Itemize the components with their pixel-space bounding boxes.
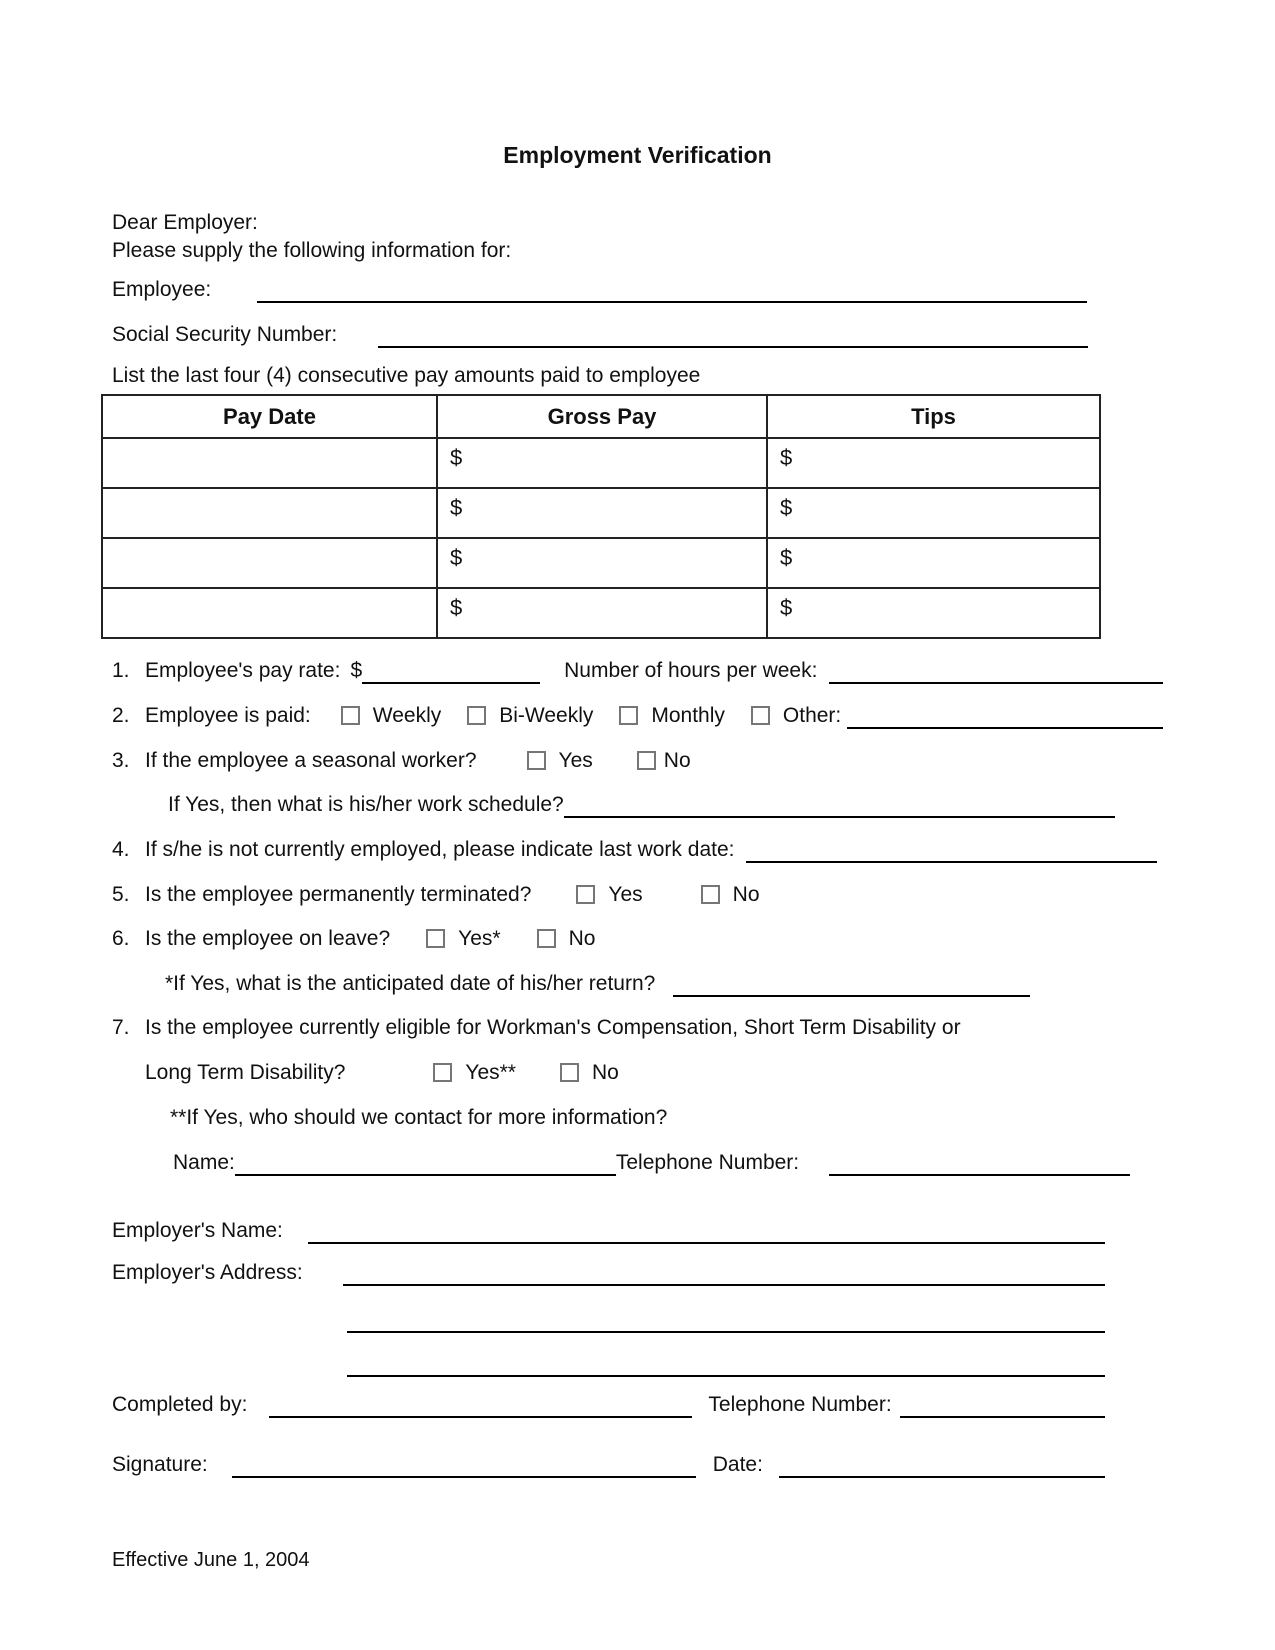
tips-cell[interactable]: $ bbox=[767, 588, 1100, 638]
employee-label: Employee: bbox=[112, 278, 212, 301]
q2-number: 2. bbox=[112, 704, 130, 727]
q5-number: 5. bbox=[112, 883, 130, 906]
q1-currency: $ bbox=[350, 659, 363, 682]
q3-yes-label: Yes bbox=[558, 749, 593, 772]
q6-number: 6. bbox=[112, 927, 130, 950]
ssn-row bbox=[112, 322, 1088, 348]
question-6 bbox=[112, 926, 595, 952]
gross-pay-cell[interactable]: $ bbox=[437, 588, 767, 638]
question-7 bbox=[112, 1015, 961, 1041]
question-6-followup bbox=[165, 971, 1030, 997]
tips-header: Tips bbox=[767, 395, 1100, 438]
q7-yes-label: Yes** bbox=[465, 1061, 516, 1084]
q2-label: Employee is paid: bbox=[145, 704, 311, 727]
q1-hours-label: Number of hours per week: bbox=[564, 659, 818, 682]
signature-label: Signature: bbox=[112, 1453, 208, 1476]
gross-pay-cell[interactable]: $ bbox=[437, 538, 767, 588]
q3-label: If the employee a seasonal worker? bbox=[145, 749, 477, 772]
tips-cell[interactable]: $ bbox=[767, 538, 1100, 588]
q4-number: 4. bbox=[112, 838, 130, 861]
checkbox-disability-yes[interactable] bbox=[433, 1063, 452, 1082]
q2-weekly-label: Weekly bbox=[372, 704, 442, 727]
employer-address-row bbox=[112, 1260, 1105, 1286]
question-7-line2 bbox=[145, 1060, 619, 1086]
hours-per-week-line[interactable] bbox=[829, 660, 1163, 684]
signature-row bbox=[112, 1452, 1105, 1478]
q4-label: If s/he is not currently employed, please indicate last work date: bbox=[145, 838, 735, 861]
gross-pay-cell[interactable]: $ bbox=[437, 488, 767, 538]
request-text: Please supply the following information for: bbox=[112, 239, 512, 262]
pay-date-cell[interactable] bbox=[102, 488, 437, 538]
pay-date-header: Pay Date bbox=[102, 395, 437, 438]
contact-name-label: Name: bbox=[173, 1151, 235, 1174]
employer-address-line-2[interactable] bbox=[347, 1331, 1105, 1333]
q7-label-line2: Long Term Disability? bbox=[145, 1061, 346, 1084]
q5-no-label: No bbox=[732, 883, 760, 906]
question-5 bbox=[112, 882, 760, 908]
ssn-label: Social Security Number: bbox=[112, 323, 338, 346]
gross-pay-header: Gross Pay bbox=[437, 395, 767, 438]
last-work-date-line[interactable] bbox=[746, 839, 1157, 863]
checkbox-monthly[interactable] bbox=[619, 706, 638, 725]
contact-phone-label: Telephone Number: bbox=[615, 1151, 800, 1174]
checkbox-leave-yes[interactable] bbox=[426, 929, 445, 948]
q7-label-line1: Is the employee currently eligible for Workman's Compensation, Short Term Disability or bbox=[145, 1016, 961, 1039]
checkbox-terminated-yes[interactable] bbox=[576, 885, 595, 904]
ssn-line[interactable] bbox=[378, 324, 1088, 348]
contact-phone-line[interactable] bbox=[829, 1152, 1130, 1176]
question-3 bbox=[112, 748, 691, 774]
return-date-line[interactable] bbox=[673, 973, 1030, 997]
completed-phone-label: Telephone Number: bbox=[708, 1393, 892, 1416]
checkbox-disability-no[interactable] bbox=[560, 1063, 579, 1082]
question-2 bbox=[112, 703, 1163, 729]
checkbox-seasonal-no[interactable] bbox=[637, 751, 656, 770]
employer-name-line[interactable] bbox=[308, 1220, 1105, 1244]
pay-date-cell[interactable] bbox=[102, 438, 437, 488]
pay-date-cell[interactable] bbox=[102, 588, 437, 638]
employee-row bbox=[112, 277, 1087, 303]
contact-row bbox=[173, 1150, 1130, 1176]
employer-name-label: Employer's Name: bbox=[112, 1219, 283, 1242]
checkbox-weekly[interactable] bbox=[341, 706, 360, 725]
q6-yes-label: Yes* bbox=[458, 927, 501, 950]
question-7-followup bbox=[170, 1105, 667, 1131]
q6-no-label: No bbox=[568, 927, 596, 950]
q5-label: Is the employee permanently terminated? bbox=[145, 883, 532, 906]
employer-address-line-3[interactable] bbox=[347, 1375, 1105, 1377]
q7-followup-label: **If Yes, who should we contact for more information? bbox=[170, 1106, 668, 1129]
q1-number: 1. bbox=[112, 659, 130, 682]
employer-address-line-1[interactable] bbox=[343, 1262, 1105, 1286]
pay-rate-line[interactable] bbox=[362, 660, 540, 684]
tips-cell[interactable]: $ bbox=[767, 488, 1100, 538]
checkbox-biweekly[interactable] bbox=[467, 706, 486, 725]
q7-no-label: No bbox=[591, 1061, 619, 1084]
pay-date-cell[interactable] bbox=[102, 538, 437, 588]
pay-table-row bbox=[102, 438, 1100, 488]
pay-table-row bbox=[102, 488, 1100, 538]
completed-by-label: Completed by: bbox=[112, 1393, 248, 1416]
q3-no-label: No bbox=[663, 749, 691, 772]
completed-by-line[interactable] bbox=[269, 1394, 692, 1418]
checkbox-leave-no[interactable] bbox=[537, 929, 556, 948]
pay-table bbox=[101, 394, 1101, 639]
pay-table-row bbox=[102, 538, 1100, 588]
date-label: Date: bbox=[712, 1453, 763, 1476]
pay-table-caption: List the last four (4) consecutive pay amounts paid to employee bbox=[112, 364, 701, 387]
tips-cell[interactable]: $ bbox=[767, 438, 1100, 488]
completed-by-row bbox=[112, 1392, 1105, 1418]
pay-table-row bbox=[102, 588, 1100, 638]
effective-date: Effective June 1, 2004 bbox=[112, 1549, 310, 1571]
pay-table-header-row bbox=[102, 395, 1100, 438]
contact-name-line[interactable] bbox=[235, 1152, 616, 1176]
q5-yes-label: Yes bbox=[608, 883, 643, 906]
q6-label: Is the employee on leave? bbox=[145, 927, 391, 950]
q7-number: 7. bbox=[112, 1016, 130, 1039]
q1-pay-rate-label: Employee's pay rate: bbox=[145, 659, 341, 682]
page-title: Employment Verification bbox=[503, 142, 772, 168]
question-3-followup bbox=[168, 792, 1115, 818]
checkbox-terminated-no[interactable] bbox=[701, 885, 720, 904]
signature-line[interactable] bbox=[232, 1454, 696, 1478]
q2-other-label: Other: bbox=[782, 704, 842, 727]
q2-biweekly-label: Bi-Weekly bbox=[499, 704, 594, 727]
q6-followup-label: *If Yes, what is the anticipated date of his/her return? bbox=[165, 972, 656, 995]
q3-followup-label: If Yes, then what is his/her work schedule? bbox=[168, 793, 564, 816]
gross-pay-cell[interactable]: $ bbox=[437, 438, 767, 488]
date-line[interactable] bbox=[779, 1454, 1105, 1478]
employer-address-label: Employer's Address: bbox=[112, 1261, 303, 1284]
other-frequency-line[interactable] bbox=[847, 705, 1163, 729]
q3-number: 3. bbox=[112, 749, 130, 772]
employer-name-row bbox=[112, 1218, 1105, 1244]
work-schedule-line[interactable] bbox=[564, 794, 1115, 818]
checkbox-seasonal-yes[interactable] bbox=[527, 751, 546, 770]
employee-name-line[interactable] bbox=[257, 279, 1087, 303]
question-4 bbox=[112, 837, 1157, 863]
salutation: Dear Employer: bbox=[112, 211, 258, 234]
q2-monthly-label: Monthly bbox=[651, 704, 725, 727]
checkbox-other[interactable] bbox=[751, 706, 770, 725]
completed-phone-line[interactable] bbox=[900, 1394, 1105, 1418]
question-1 bbox=[112, 658, 1163, 684]
